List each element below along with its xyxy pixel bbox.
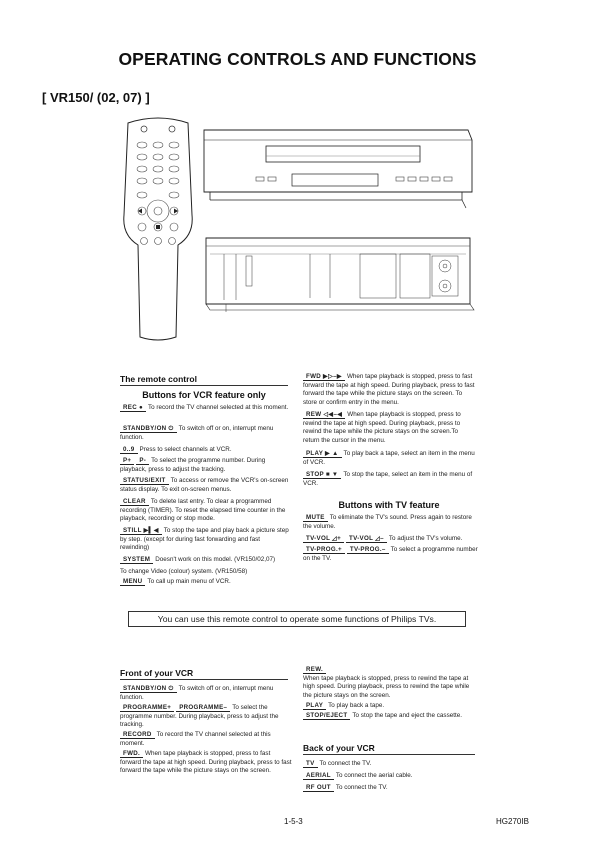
remote-item-clear: CLEAR To delete last entry. To clear a programmed recording (TIMER). To reset the elapsed time counter in the playback, recording or stop mode. xyxy=(120,498,286,523)
front-item-record: RECORD To record the TV channel selected at this moment. xyxy=(120,731,271,747)
remote-item-menu: MENU To call up main menu of VCR. xyxy=(120,578,290,587)
remote-item-system-58: To change Video (colour) system. (VR150/58) xyxy=(120,568,248,575)
page-title: OPERATING CONTROLS AND FUNCTIONS xyxy=(118,49,477,69)
remote-item-play: PLAY ▶ ▲ To play back a tape, select an item in the menu of VCR. xyxy=(303,450,475,466)
remote-item-system: SYSTEM Doesn't work on this model. (VR150/02,07) xyxy=(120,556,290,565)
vcr-back-illustration xyxy=(200,234,476,316)
remote-item-stop: STOP ■ ▼ To stop the tape, select an item in the menu of VCR. xyxy=(303,471,473,487)
remote-item-rew: REW ◁◀–◀ When tape playback is stopped, press to rewind the tape at high speed. During playback, press to rewind the tape while the picture stays on the screen.To return the cursor in the menu. xyxy=(303,411,461,444)
model-heading: [ VR150/ (02, 07) ] xyxy=(42,90,150,105)
remote-item-standby: STANDBY/ON ⏻ To switch off or on, interrupt menu function. xyxy=(120,425,274,441)
remote-item-prog: P+ P- To select the programme number. During playback, press to adjust the tracking. xyxy=(120,457,266,473)
document-code: HG270IB xyxy=(496,817,529,826)
front-item-play: PLAY To play back a tape. xyxy=(303,702,475,711)
front-item-rew: REW. When tape playback is stopped, press to rewind the tape at high speed. During playback, press to rewind the tape while the picture stays on the screen. xyxy=(303,666,470,699)
vcr-front-illustration xyxy=(200,128,476,214)
back-item-rf-out: RF OUT To connect the TV. xyxy=(303,784,475,793)
remote-item-rec: REC ● To record the TV channel selected at this moment. xyxy=(120,404,290,413)
front-item-stop-eject: STOP/EJECT To stop the tape and eject the cassette. xyxy=(303,712,475,721)
remote-item-digits: 0..9 Press to select channels at VCR. xyxy=(120,446,290,455)
remote-item-mute: MUTE To eliminate the TV's sound. Press again to restore the volume. xyxy=(303,514,472,530)
back-item-tv: TV To connect the TV. xyxy=(303,760,475,769)
remote-control-illustration xyxy=(118,115,198,343)
tv-buttons-heading: Buttons with TV feature xyxy=(338,500,440,510)
remote-control-heading: The remote control xyxy=(120,374,288,386)
back-vcr-heading: Back of your VCR xyxy=(303,743,475,755)
front-item-standby: STANDBY/ON ⏻ To switch off or on, interrupt menu function. xyxy=(120,685,274,701)
philips-note-box: You can use this remote control to operate some functions of Philips TVs. xyxy=(128,611,466,627)
remote-item-tv-prog: TV-PROG.+ TV-PROG.– To select a programme number on the TV. xyxy=(303,546,478,562)
page-number: 1-5-3 xyxy=(284,817,303,826)
remote-item-fwd: FWD ▶▷–▶ When tape playback is stopped, press to fast forward the tape at high speed. During playback, press to fast forward the tape while the picture stays on the screen. To store or confirm entry in the menu. xyxy=(303,373,475,406)
remote-item-tv-vol: TV-VOL ◿+ TV-VOL ◿– To adjust the TV's volume. xyxy=(303,535,479,544)
back-item-aerial: AERIAL To connect the aerial cable. xyxy=(303,772,475,781)
front-item-fwd: FWD. When tape playback is stopped, press to fast forward the tape at high speed. During playback, press to fast forward the tape while the picture stays on the screen. xyxy=(120,750,292,775)
remote-item-status: STATUS/EXIT To access or remove the VCR's on-screen status display. To exit on-screen menus. xyxy=(120,477,289,493)
vcr-buttons-heading: Buttons for VCR feature only xyxy=(142,390,266,400)
front-vcr-heading: Front of your VCR xyxy=(120,668,288,680)
front-item-programme: PROGRAMME+ PROGRAMME– To select the programme number. During playback, press to adjust the tracking. xyxy=(120,704,279,729)
remote-item-still: STILL ▶▍◀ To stop the tape and play back a picture step by step. (except for during fast forwarding and fast rewinding) xyxy=(120,527,289,552)
